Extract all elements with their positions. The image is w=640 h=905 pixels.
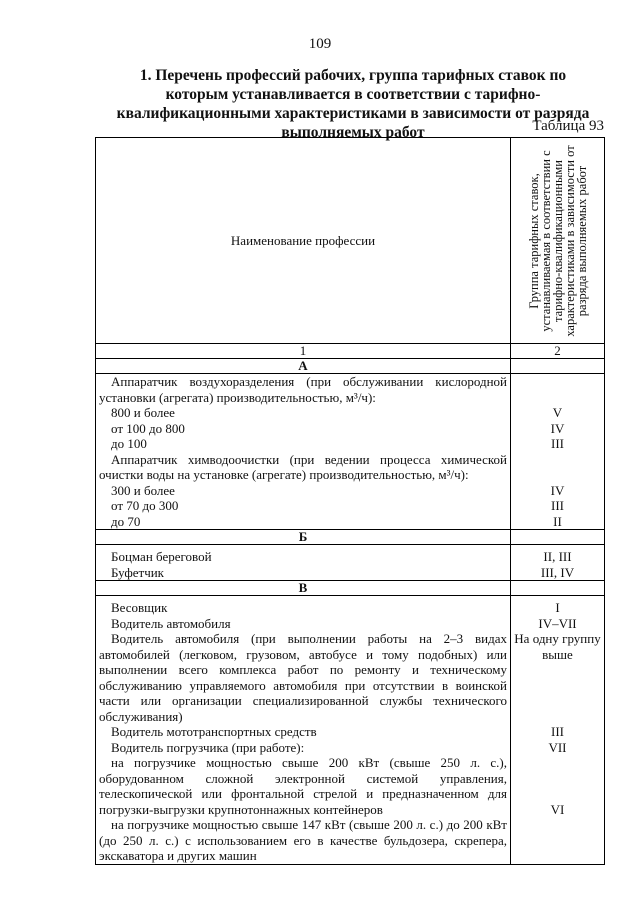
page-number: 109 <box>308 36 332 52</box>
table-label: Таблица 93 <box>532 118 604 134</box>
profession-name: Аппаратчик воздухоразделения (при обслуживании кислородной установки (агрегата) производительностью, м³/ч): <box>99 374 507 405</box>
section-letter-row <box>96 530 605 545</box>
section-letter-row <box>96 359 605 374</box>
group-value: IV–VII <box>538 615 577 631</box>
profession-subitem: на погрузчике мощностью свыше 147 кВт (свыше 200 л. с.) до 200 кВт (до 250 л. с.) с использованием его в качестве бульдозера, скрепера, экскаватора и других машин <box>99 817 507 863</box>
section-letter-empty <box>511 359 605 374</box>
profession-subitem: на погрузчике мощностью свыше 200 кВт (свыше 250 л. с.), оборудованном сложной электронной системой управления, телескопической или фронтальной стрелой и предназначенном для погрузки-выгрузки крупнотоннажных контейнеров <box>99 755 507 817</box>
profession-subitem: до 100 <box>111 436 147 451</box>
group-cell <box>511 374 605 530</box>
group-value: IV <box>550 482 565 498</box>
column-number-row <box>96 344 605 359</box>
group-value: III, IV <box>540 564 575 580</box>
profession-name: Водитель мототранспортных средств <box>111 724 317 739</box>
profession-name: Буфетчик <box>111 564 165 580</box>
profession-name: Боцман береговой <box>111 549 212 564</box>
profession-name: Водитель автомобиля <box>111 615 231 631</box>
section-letter-empty <box>511 581 605 596</box>
section-letter-row <box>96 581 605 596</box>
group-value: III <box>551 498 564 513</box>
profession-subitem: 300 и более <box>111 482 175 498</box>
profession-subitem: 800 и более <box>111 405 175 420</box>
group-value: III <box>551 724 564 739</box>
profession-subitem: от 70 до 300 <box>111 498 179 513</box>
group-value: IV <box>550 420 565 436</box>
section-letter-empty <box>511 530 605 545</box>
profession-name: Весовщик <box>111 600 168 615</box>
header-profession-name: Наименование профессии <box>96 138 511 344</box>
section-letter-a: А <box>96 359 511 374</box>
table-row <box>96 374 605 530</box>
profession-subitem: от 100 до 800 <box>111 420 185 436</box>
section-letter-b: Б <box>96 530 511 545</box>
group-value: II, III <box>543 549 572 564</box>
group-value: На одну группу выше <box>514 631 601 662</box>
table-header-row <box>96 138 605 344</box>
group-value: V <box>552 405 563 420</box>
group-cell <box>511 596 605 865</box>
table-row <box>96 596 605 865</box>
table-row <box>96 545 605 581</box>
group-value: II <box>553 513 562 529</box>
profession-name: Водитель погрузчика (при работе): <box>111 739 305 755</box>
group-value: I <box>555 600 560 615</box>
profession-cell <box>96 596 511 865</box>
section-letter-v: В <box>96 581 511 596</box>
header-group-cell <box>511 138 605 344</box>
column-number-1: 1 <box>96 344 511 359</box>
header-tariff-group: Группа тарифных ставок, устанавливаемая в соответствии с тарифно-квалификационными характеристиками в зависимости от разряда выполняемых работ <box>526 144 589 337</box>
group-cell <box>511 545 605 581</box>
profession-cell <box>96 545 511 581</box>
group-value: III <box>551 436 564 451</box>
document-heading: 1. Перечень профессий рабочих, группа тарифных ставок по которым устанавливается в соответствии с тарифно-квалификационными характеристиками в зависимости от разряда выполняемых работ <box>116 67 590 141</box>
profession-name: Водитель автомобиля (при выполнении работы на 2–3 видах автомобилей (легковом, грузовом, автобусе и тому подобных) или выполнении всего комплекса работ по ремонту и техническому обслуживанию управляемого автомобиля при отсутствии в воинской части или организации специализированной службы технического обслуживания) <box>99 631 507 724</box>
professions-table <box>95 137 605 865</box>
column-number-2: 2 <box>511 344 605 359</box>
profession-cell <box>96 374 511 530</box>
group-value: VI <box>550 801 565 817</box>
profession-subitem: до 70 <box>111 513 141 529</box>
group-value: VII <box>548 739 567 755</box>
profession-name: Аппаратчик химводоочистки (при ведении процесса химической очистки воды на установке (агрегате) производительностью, м³/ч): <box>99 451 507 482</box>
